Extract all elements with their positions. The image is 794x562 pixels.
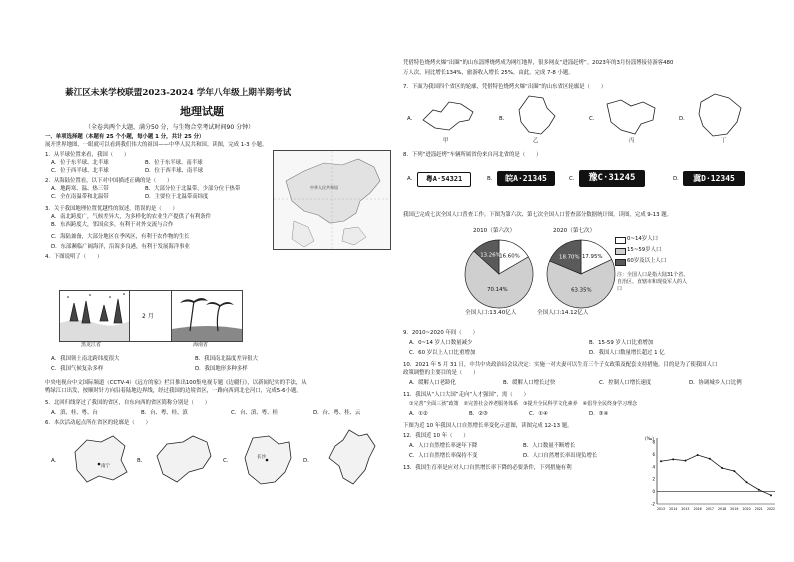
intro-text: 凭借特色烧烤火爆“出圈”的山东淄博烧烤成为网红地界，很多网友“进淄赶烤”。2023年的3月份淄博接待游客480 [403, 60, 674, 66]
option: D．位于西半球、南半球 [145, 168, 204, 174]
question-13: 13．我国生育率是应对人口自然增长率下降的必要条件，下列措施有利 [403, 465, 572, 471]
question-11: 11．我国从“人口大国”走向“人才强国”，需（ ） [403, 392, 529, 398]
map-caption: 中华人民共和国 [310, 185, 338, 190]
china-map-svg [274, 151, 390, 249]
option: B．台、粤、桂、滇 [141, 410, 188, 416]
question-6: 6．本次活动起点所在省区的轮廓是（ ） [45, 420, 151, 426]
y-tick-label: 2 [652, 476, 655, 482]
y-axis-label: (‰) [645, 436, 654, 441]
intro-text: 下图为近 10 年我国人口自然增长率变化示意图，读图完成 12-13 题。 [403, 423, 573, 429]
province-outline-c [239, 432, 297, 488]
option: A．位于东半球、北半球 [51, 160, 109, 166]
x-tick-label: 2019 [730, 507, 739, 511]
province-outline-b [153, 432, 215, 486]
pie-value-label-0-2: 13.26% [480, 252, 501, 259]
y-tick-label: 6 [652, 451, 655, 457]
pie-total-2010: 全国人口:13.40亿人 [465, 310, 517, 316]
option-label: A． [407, 176, 417, 182]
option: A．地跨寒、温、热三带 [51, 186, 109, 192]
option: C．全在南温带和北温带 [51, 194, 109, 200]
tropical-scene [172, 291, 242, 341]
population-pie-charts [461, 236, 631, 318]
option-label: D． [679, 116, 689, 122]
legend-label: 60岁及以上人口 [627, 258, 667, 264]
option-sublabel: 乙 [533, 138, 539, 144]
option: D．台、粤、桂、云 [313, 410, 361, 416]
license-plate-b: 皖A·21345 [497, 171, 555, 186]
option: B．我国南北温度差异很大 [195, 356, 258, 362]
intro-text: 中央电视台中文国际频道（CCTV-4）《远方的家》栏目推出100集电视专题《边疆行》，以新闻纪实的手法，从 [45, 380, 307, 386]
option-label: D． [673, 176, 683, 182]
question-5: 5．北回归线穿过了我国的省区，自东向西的省区简称分别是（ ） [45, 400, 211, 406]
option: B．东西跨度大，邻国众多，有利于对外交流与合作 [51, 222, 174, 228]
data-point [709, 458, 711, 460]
option-sublabel: 甲 [443, 138, 449, 144]
option: B．②③ [469, 411, 488, 417]
option: D．协调城乡人口比例 [689, 380, 742, 386]
y-tick-label: 4 [652, 464, 655, 470]
option: C．海陆兼备，大部分地区在季风区，有利于农作物的生长 [51, 234, 190, 240]
license-plate-c: 豫C·31245 [579, 170, 645, 187]
subject-title: 地理试题 [180, 105, 224, 118]
option-label: B． [499, 116, 509, 122]
x-tick-label: 2017 [705, 507, 714, 511]
option: A．①② [409, 411, 428, 417]
legend-label: 15~59岁人口 [627, 247, 662, 253]
legend-swatch-60plus [615, 259, 626, 266]
q7-outline-ding [693, 90, 747, 140]
pie-value-label-1-0: 17.95% [581, 254, 603, 261]
q7-outline-bing [601, 94, 661, 138]
question-2: 2．从海陆位置看，以下对中国描述正确的是（ ） [45, 178, 173, 184]
license-plate-a: 粤A·54321 [417, 172, 471, 187]
option: C．控制人口增长速度 [599, 380, 652, 386]
question-11-items: ①完善“全面三孩”政策 ②完善社会养老服务体系 ③提升全民科学文化素养 ④倡导全民终身学习理念 [409, 401, 638, 407]
option: D．我国人口数量增长超过 1 亿 [589, 350, 665, 356]
option: C．①④ [529, 411, 548, 417]
heilongjiang-winter-image [59, 290, 131, 342]
option: A．人口自然增长率逐年下降 [409, 443, 478, 449]
option-label: A． [51, 458, 61, 464]
province-outline-a [69, 432, 131, 486]
x-tick-label: 2020 [742, 507, 751, 511]
x-tick-label: 2013 [656, 507, 666, 511]
y-tick-label: -2 [651, 501, 655, 507]
question-8: 8．下列“进淄赶烤”车辆所属省份来自河北省的是（ ） [403, 152, 542, 158]
question-1: 1．从半球位置来看，我国（ ） [45, 152, 130, 158]
data-point [721, 467, 723, 469]
data-point [697, 454, 699, 456]
month-box [129, 290, 173, 342]
x-tick-label: 2014 [669, 507, 678, 511]
legend-label: 0~14岁人口 [627, 236, 658, 242]
data-point [684, 460, 686, 462]
data-point [746, 481, 748, 483]
pie-value-label-0-0: 16.60% [499, 253, 520, 260]
pie-value-label-1-1: 63.35% [571, 287, 592, 294]
hainan-summer-image [171, 290, 243, 342]
option-label: D． [303, 458, 313, 464]
q7-outline-yi [511, 92, 561, 138]
option: A．我国领土南北跨纬度很大 [51, 356, 120, 362]
option: D．我国地形多种多样 [195, 366, 248, 372]
option: D．主要位于北温带高纬度 [145, 194, 209, 200]
question-4: 4．下图说明了（ ） [45, 254, 103, 260]
province-outline-d [319, 428, 381, 488]
option-sublabel: 丙 [629, 138, 635, 144]
x-tick-label: 2021 [754, 507, 763, 511]
series-line [661, 455, 771, 495]
city-label-nanning: 南宁 [101, 464, 110, 469]
option-label: B． [137, 458, 147, 464]
growth-rate-line-chart [639, 434, 779, 518]
intro-text: 鸭绿江口出发，按顺时针方向沿着陆地边界线，经过我国的边境省区，一路向西到北仑河口，完成5-6小题。 [45, 388, 302, 394]
pie-note: 注：全国人口是指大陆31个省、自治区、直辖市和现役军人的人口 [617, 272, 689, 292]
question-7: 7．下面为我国四个省区的轮廓，凭借特色烧烤火爆“出圈”的山东省区轮廓是（ ） [403, 84, 607, 90]
china-map-image [273, 150, 391, 250]
option: A．滇、桂、粤、台 [51, 410, 98, 416]
option: D．人口自然增长率出现负增长 [523, 453, 598, 459]
x-tick-label: 2015 [681, 507, 690, 511]
image-label-heilongjiang: 黑龙江省 [81, 342, 102, 348]
winter-scene [60, 291, 130, 341]
option: C．我国气候复杂多样 [51, 366, 104, 372]
data-point [733, 470, 735, 472]
image-label-hainan: 海南省 [193, 342, 209, 348]
data-point [758, 489, 760, 491]
y-tick-label: 8 [652, 439, 655, 445]
option: C．人口自然增长率保持不变 [409, 453, 478, 459]
data-point [672, 458, 674, 460]
option-label: C． [569, 176, 579, 182]
option: D．③④ [589, 411, 609, 417]
y-tick-label: 0 [652, 489, 655, 495]
data-point [660, 460, 662, 462]
option: B．缓解人口增长过快 [503, 380, 556, 386]
option: C．位于西半球、北半球 [51, 168, 109, 174]
option-label: A． [407, 116, 417, 122]
option-sublabel: 丁 [721, 138, 727, 144]
option: A．0~14 岁人口数量减少 [409, 340, 473, 346]
option: B．位于东半球、南半球 [145, 160, 203, 166]
x-tick-label: 2016 [693, 507, 702, 511]
question-10: 10．2021 年 5 月 31 日，中共中央政治局会议决定：实施一对夫妻可以生育三个子女政策及配套支持措施。目的是为了使我国人口 [403, 362, 718, 368]
legend-swatch-15-59 [615, 248, 626, 255]
option-label: C． [223, 458, 233, 464]
option-label: C． [589, 116, 599, 122]
intro-text: 我国已完成七次全国人口普查工作。下图为第六次、第七次全国人口普查部分数据统计图。读图，完成 9-13 题。 [403, 212, 673, 218]
exam-note: （全卷共两个大题，满分50 分，与生物合堂考试时间90 分钟） [85, 124, 255, 131]
pie-title-2020: 2020（第七次） [553, 228, 596, 234]
question-10-cont: 政策调整的主要目的是（ ） [403, 370, 479, 376]
intro-text: 万人次，同比增长134%，旅游收入增长 25%，由此，完成 7-8 小题。 [403, 70, 574, 76]
option: B．大部分位于北温带，少部分位于热带 [145, 186, 241, 192]
question-3: 3．关于我国地理位置优越性的叙述，错误的是（ ） [45, 206, 178, 212]
intro-text: 展开世界地图，一眼就可以看到我们伟大的祖国——中华人民共和国。读图，完成 1-3 小题。 [45, 142, 268, 148]
option: D．东部濒临广阔海洋，沿海多良港，有利于发展海洋事业 [51, 244, 190, 250]
month-label: 2 月 [142, 313, 154, 320]
q7-outline-jia [419, 96, 479, 136]
option: C．台、滇、粤、桂 [231, 410, 278, 416]
x-tick-label: 2022 [766, 507, 776, 511]
question-12: 12．我国近 10 年（ ） [403, 433, 469, 439]
data-point [770, 494, 772, 496]
section-heading: 一、单项选择题（本题有 25 个小题，每小题 1 分，共计 25 分） [45, 134, 205, 140]
license-plate-d: 冀D·12345 [683, 171, 745, 186]
exam-title: 綦江区未来学校联盟2023-2024 学年八年级上期半期考试 [65, 88, 292, 98]
option-label: B． [487, 176, 497, 182]
question-9: 9．2010~2020 年间（ ） [403, 330, 478, 336]
pie-value-label-1-2: 18.70% [559, 254, 580, 261]
pie-title-2010: 2010（第六次） [473, 228, 516, 234]
option: A．南北跨度广，气候差异大，为多样化的农业生产提供了有利条件 [51, 214, 212, 220]
option: A．缓解人口老龄化 [409, 380, 456, 386]
x-tick-label: 2018 [718, 507, 727, 511]
pie-value-label-0-1: 70.14% [487, 287, 508, 294]
option: B．人口数量不断增长 [523, 443, 576, 449]
legend-swatch-0-14 [615, 237, 626, 244]
option: C．60 岁以上人口比重增加 [409, 350, 476, 356]
city-label-changsha: 长沙 [257, 455, 266, 460]
option: B．15-59 岁人口比重增加 [589, 340, 654, 346]
pie-total-2020: 全国人口:14.12亿人 [537, 310, 589, 316]
